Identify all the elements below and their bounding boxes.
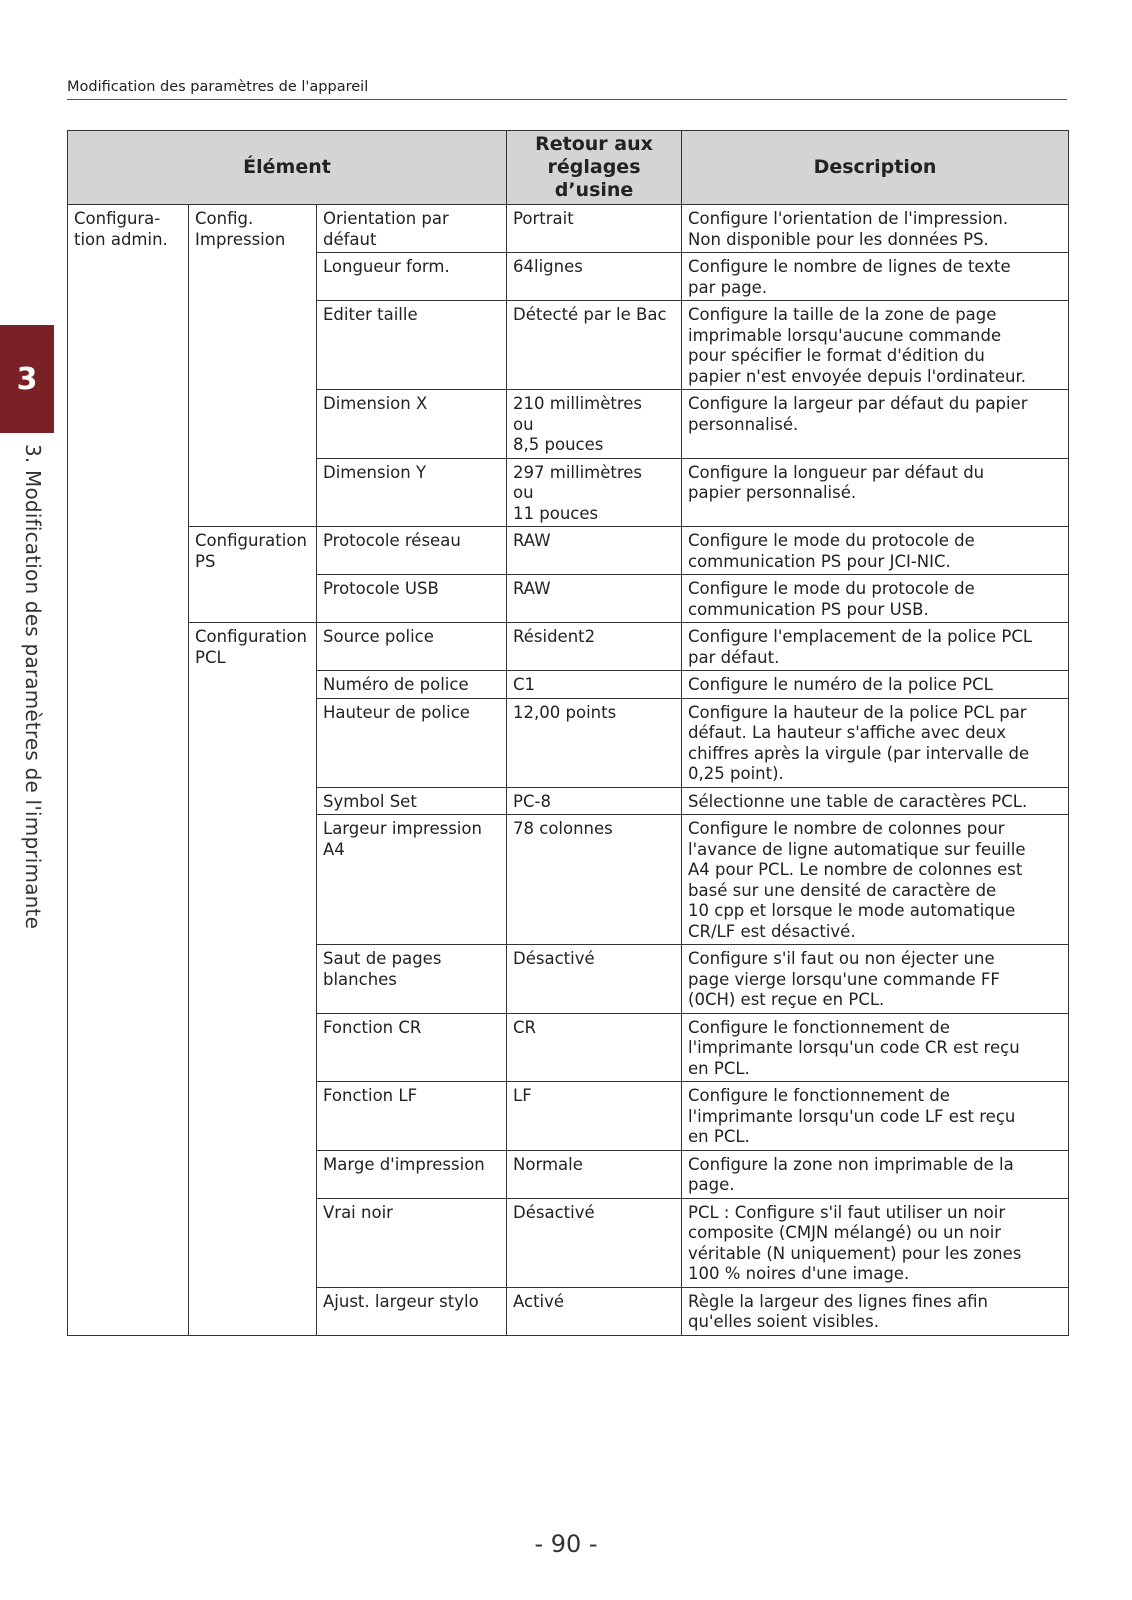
item-name: Editer taille [317,301,507,390]
item-name: Protocole USB [317,575,507,623]
item-name: Marge d'impression [317,1150,507,1198]
item-name: Fonction LF [317,1082,507,1151]
factory-value: Activé [507,1287,682,1335]
chapter-tab [0,325,54,433]
factory-value: 297 millimètres ou 11 pouces [507,458,682,527]
item-description: Configure la hauteur de la police PCL par défaut. La hauteur s'affiche avec deux chiffres après la virgule (par intervalle de 0,25 point). [682,698,1069,787]
item-name: Dimension X [317,390,507,459]
factory-value: Désactivé [507,1198,682,1287]
item-name: Hauteur de police [317,698,507,787]
item-name: Protocole réseau [317,527,507,575]
item-name: Ajust. largeur stylo [317,1287,507,1335]
factory-value: Détecté par le Bac [507,301,682,390]
factory-value: RAW [507,575,682,623]
group-admin-config: Configura- tion admin. [68,205,189,1336]
item-description: Configure le numéro de la police PCL [682,671,1069,699]
item-name: Vrai noir [317,1198,507,1287]
running-header: Modification des paramètres de l'appareil [67,79,1067,100]
item-description: Configure le nombre de colonnes pour l'avance de ligne automatique sur feuille A4 pour PCL. Le nombre de colonnes est basé sur une densité de caractère de 10 cpp et lorsque le mode automatique CR/LF est désactivé. [682,815,1069,945]
item-description: Configure le mode du protocole de communication PS pour JCI-NIC. [682,527,1069,575]
item-name: Symbol Set [317,787,507,815]
item-description: Configure l'emplacement de la police PCL par défaut. [682,623,1069,671]
chapter-number: 3 [16,361,38,397]
settings-table [67,130,1069,1336]
page-number: - 90 - [534,1530,598,1558]
item-name: Saut de pages blanches [317,945,507,1014]
chapter-side-title: 3. Modification des paramètres de l'imprimante [21,444,45,930]
factory-value: 78 colonnes [507,815,682,945]
factory-value: 12,00 points [507,698,682,787]
header-element: Élément [68,131,507,205]
table-row [68,205,1069,253]
item-description: Configure s'il faut ou non éjecter une page vierge lorsqu'une commande FF (0CH) est reçue en PCL. [682,945,1069,1014]
table-row [68,623,1069,671]
item-name: Orientation par défaut [317,205,507,253]
table-row [68,527,1069,575]
factory-value: C1 [507,671,682,699]
item-name: Largeur impression A4 [317,815,507,945]
item-description: Configure la largeur par défaut du papier personnalisé. [682,390,1069,459]
item-description: Configure le fonctionnement de l'imprimante lorsqu'un code CR est reçu en PCL. [682,1013,1069,1082]
item-name: Source police [317,623,507,671]
table-header-row [68,131,1069,205]
item-description: Configure le nombre de lignes de texte par page. [682,253,1069,301]
item-description: Configure la taille de la zone de page imprimable lorsqu'aucune commande pour spécifier le format d'édition du papier n'est envoyée depuis l'ordinateur. [682,301,1069,390]
factory-value: Résident2 [507,623,682,671]
item-name: Fonction CR [317,1013,507,1082]
group-pcl-config: Configuration PCL [189,623,317,1336]
header-description: Description [682,131,1069,205]
item-description: Configure la longueur par défaut du papier personnalisé. [682,458,1069,527]
item-description: Configure le mode du protocole de communication PS pour USB. [682,575,1069,623]
factory-value: PC-8 [507,787,682,815]
item-description: Configure l'orientation de l'impression. Non disponible pour les données PS. [682,205,1069,253]
header-factory-default: Retour aux réglages d’usine [507,131,682,205]
item-description: Sélectionne une table de caractères PCL. [682,787,1069,815]
item-description: Configure le fonctionnement de l'imprimante lorsqu'un code LF est reçu en PCL. [682,1082,1069,1151]
item-name: Numéro de police [317,671,507,699]
factory-value: RAW [507,527,682,575]
factory-value: 64lignes [507,253,682,301]
item-description: Règle la largeur des lignes fines afin qu'elles soient visibles. [682,1287,1069,1335]
factory-value: CR [507,1013,682,1082]
factory-value: Désactivé [507,945,682,1014]
item-description: PCL : Configure s'il faut utiliser un noir composite (CMJN mélangé) ou un noir véritable (N uniquement) pour les zones 100 % noires d'une image. [682,1198,1069,1287]
factory-value: LF [507,1082,682,1151]
factory-value: 210 millimètres ou 8,5 pouces [507,390,682,459]
factory-value: Portrait [507,205,682,253]
item-name: Dimension Y [317,458,507,527]
factory-value: Normale [507,1150,682,1198]
group-ps-config: Configuration PS [189,527,317,623]
item-description: Configure la zone non imprimable de la page. [682,1150,1069,1198]
item-name: Longueur form. [317,253,507,301]
group-print-config: Config. Impression [189,205,317,527]
